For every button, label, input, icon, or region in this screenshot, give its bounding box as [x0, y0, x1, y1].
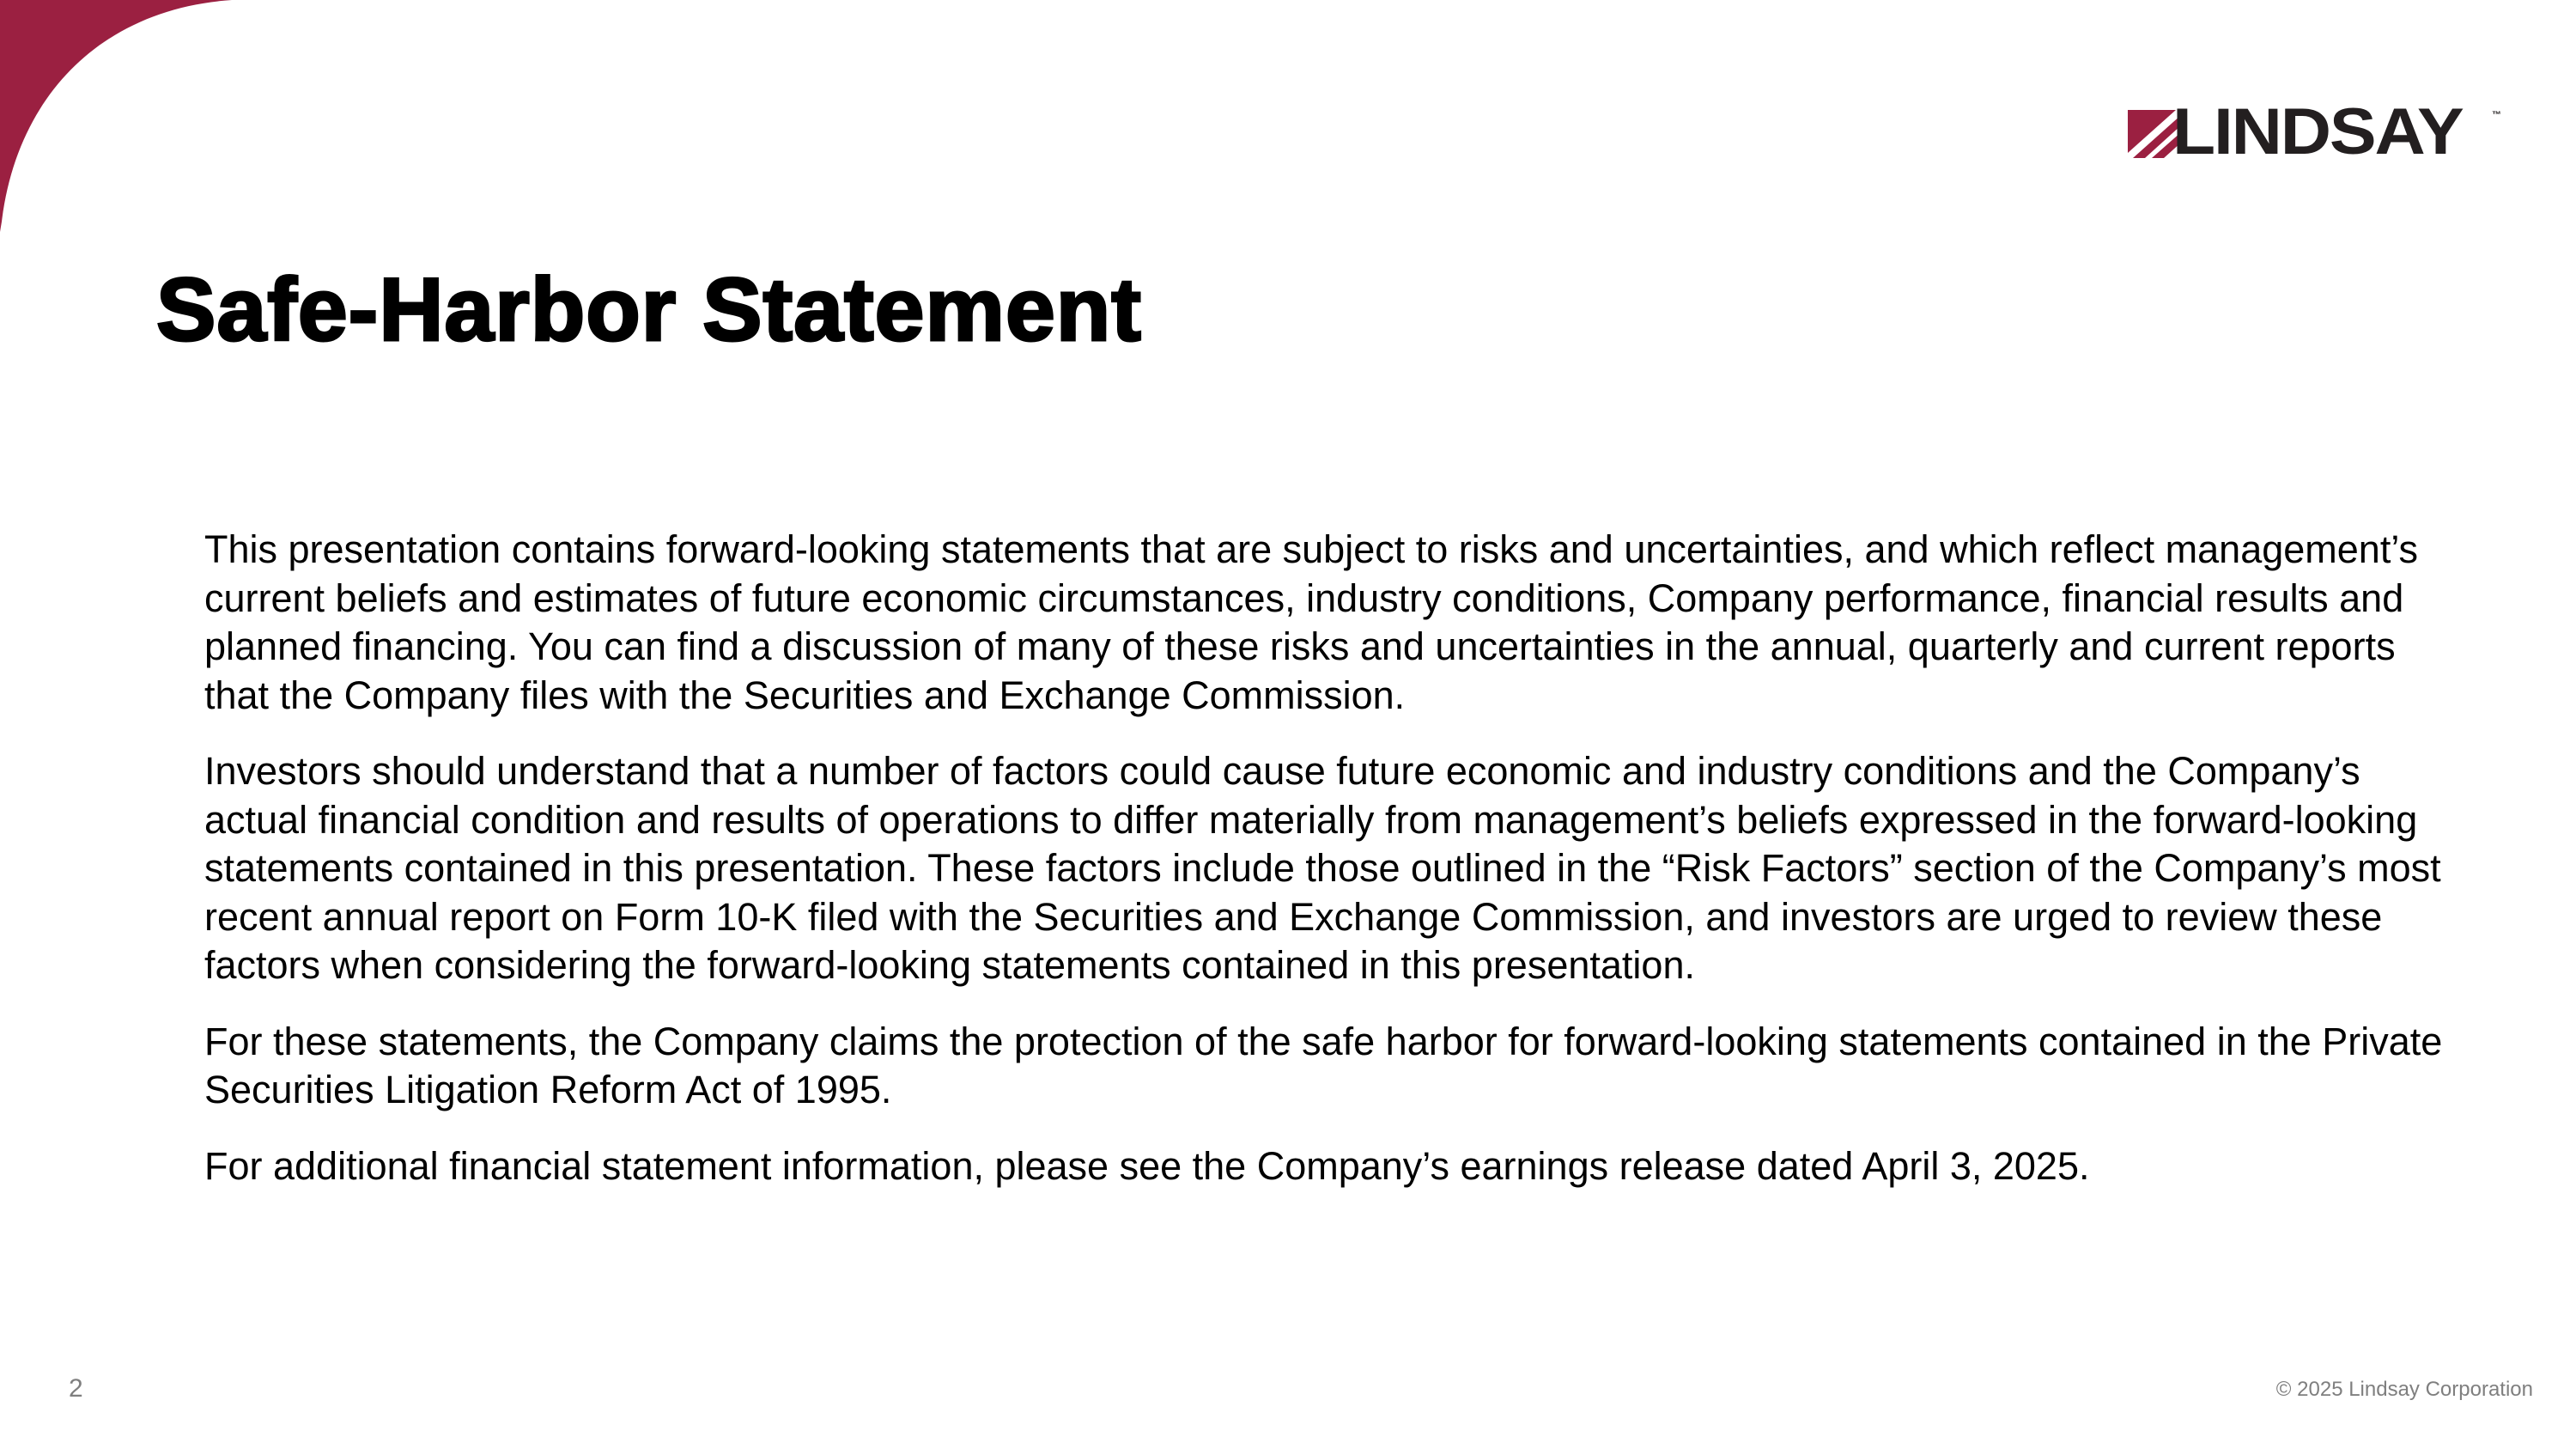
corner-arc-decoration — [0, 0, 232, 232]
logo-trademark: ™ — [2492, 110, 2501, 120]
paragraph-risk-factors: Investors should understand that a number of factors could cause future economic and industry conditions and the Company’s actual financial condition and results of operations to differ materially from management’s beliefs expressed in the forward-looking statements contained in this presentation. These factors include those outlined in the “Risk Factors” section of the Company’s most recent annual report on Form 10-K filed with the Securities and Exchange Commission, and investors are urged to review these factors when considering the forward-looking statements contained in this presentation. — [204, 749, 2441, 987]
copyright-notice: © 2025 Lindsay Corporation — [2275, 1378, 2533, 1401]
paragraph-safe-harbor-protection: For these statements, the Company claims the protection of the safe harbor for forward-looking statements contained in the Private Securities Litigation Reform Act of 1995. — [204, 1019, 2443, 1111]
page-number: 2 — [69, 1374, 83, 1403]
lindsay-logo — [2128, 96, 2506, 168]
paragraph-earnings-release: For additional financial statement information, please see the Company’s earnings release dated April 3, 2025. — [204, 1143, 2090, 1188]
slide-title: Safe-Harbor Statement — [156, 260, 1142, 360]
logo-wordmark: LINDSAY — [2172, 95, 2463, 168]
safe-harbor-body — [204, 526, 2454, 1218]
paragraph-forward-looking: This presentation contains forward-looking statements that are subject to risks and uncertainties, and which reflect management’s current beliefs and estimates of future economic circumstances, industry conditions, Company performance, financial results and planned financing. You can find a discussion of many of these risks and uncertainties in the annual, quarterly and current reports that the Company files with the Securities and Exchange Commission. — [204, 527, 2419, 717]
